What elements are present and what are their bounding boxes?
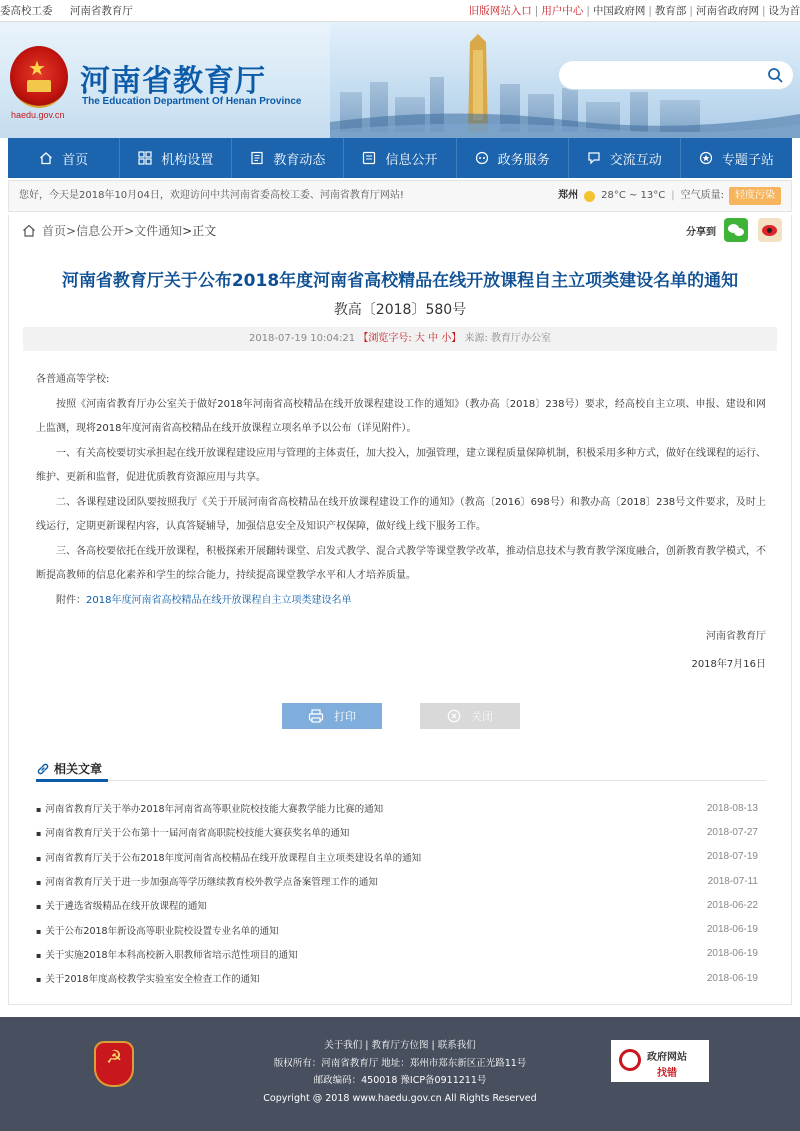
header-banner: [0, 22, 800, 138]
air-quality-badge: 轻度污染: [729, 187, 781, 205]
old-site-link[interactable]: 旧版网站入口: [468, 5, 532, 17]
font-size-end: 】: [451, 333, 462, 344]
set-homepage-link[interactable]: 设为首: [768, 5, 800, 17]
font-size-small[interactable]: 小: [441, 333, 452, 344]
site-domain: haedu.gov.cn: [11, 110, 65, 120]
breadcrumb: [22, 222, 216, 239]
footer-owner: 版权所有：河南省教育厅 地址：郑州市郑东新区正光路11号: [273, 1057, 527, 1069]
share-bar: [686, 218, 782, 242]
list-item[interactable]: [36, 820, 758, 844]
related-date: 2018-07-27: [706, 826, 758, 838]
nav-label: 信息公开: [385, 152, 438, 168]
topic-icon: [699, 151, 713, 165]
wechat-share-icon[interactable]: [724, 218, 748, 242]
footer-links[interactable]: 关于我们 | 教育厅方位图 | 联系我们: [324, 1040, 476, 1051]
top-bar-right: 旧版网站入口 | 用户中心 | 中国政府网 | 教育部 | 河南省政府网 | 设为首: [468, 5, 800, 17]
related-link[interactable]: ▪ 关于实施2018年本科高校新入职教师省培示范性项目的通知: [36, 947, 298, 961]
weather-city: 郑州: [558, 190, 579, 201]
nav-label: 首页: [62, 152, 89, 168]
article-doc-number: 教高〔2018〕580号: [333, 302, 467, 318]
nav-label: 交流互动: [609, 152, 662, 168]
search-icon[interactable]: [767, 67, 783, 83]
moe-link[interactable]: 教育部: [654, 5, 687, 17]
related-date: 2018-06-19: [706, 972, 758, 984]
list-item[interactable]: [36, 917, 758, 941]
magnifier-icon: [619, 1049, 641, 1071]
paragraph: 二、各课程建设团队要按照我厅《关于开展河南省高校精品在线开放课程建设工作的通知》（教高〔2016〕698号）和教办高〔2018〕238号文件要求，及时上线运行，定期更新课程内容，认真答疑辅导，加强信息安全及知识产权保障，做好线上线下服务工作。: [36, 496, 766, 532]
home-icon: [39, 151, 53, 165]
grid-icon: [138, 151, 152, 165]
weather-temp: 28°C ~ 13°C: [601, 190, 666, 201]
divider-accent: [36, 779, 108, 782]
list-item[interactable]: [36, 893, 758, 917]
paragraph: 按照《河南省教育厅办公室关于做好2018年河南省高校精品在线开放课程建设工作的通知》（教办高〔2018〕238号）要求，经高校自主立项、申报、建设和网上监测，现将2018年度河南省高校精品在线开放课程立项名单予以公布（详见附件）。: [36, 398, 766, 434]
divider: [36, 780, 766, 781]
main-nav: [8, 138, 792, 178]
breadcrumb-current: >正文: [182, 224, 217, 238]
top-bar-left: [0, 0, 147, 22]
font-size-medium[interactable]: 中: [428, 333, 439, 344]
top-bar: [0, 0, 800, 22]
related-link[interactable]: ▪ 河南省教育厅关于进一步加强高等学历继续教育校外教学点备案管理工作的通知: [36, 874, 378, 888]
greeting: 各普通高等学校:: [36, 374, 110, 385]
breadcrumb-file-notice[interactable]: >文件通知: [124, 224, 183, 238]
close-label: 关闭: [471, 710, 493, 723]
interaction-icon: [587, 151, 601, 165]
party-emblem-icon: ☭: [106, 1047, 123, 1068]
link-icon: [36, 762, 50, 776]
font-size-large[interactable]: 大: [414, 333, 425, 344]
nav-label: 专题子站: [721, 152, 774, 168]
related-link[interactable]: ▪ 河南省教育厅关于公布第十一届河南省高职院校技能大赛获奖名单的通知: [36, 825, 349, 839]
related-list: [36, 796, 758, 990]
nav-item-home[interactable]: [8, 138, 120, 178]
service-icon: [475, 151, 489, 165]
breadcrumb-info-public[interactable]: >信息公开: [66, 224, 125, 238]
related-header: [36, 760, 102, 777]
related-date: 2018-07-11: [707, 875, 758, 887]
related-link[interactable]: ▪ 河南省教育厅关于举办2018年河南省高等职业院校技能大赛教学能力比赛的通知: [36, 801, 383, 815]
search-input[interactable]: [559, 61, 793, 89]
document-icon: [362, 151, 376, 165]
national-emblem-logo: ★: [10, 46, 68, 108]
sun-icon: [584, 191, 595, 202]
related-title: 相关文章: [54, 762, 103, 776]
font-size-label: 【浏览字号:: [358, 333, 412, 344]
nav-label: 政务服务: [497, 152, 550, 168]
paragraph: 一、有关高校要切实承担起在线开放课程建设应用与管理的主体责任，加大投入，加强管理，建立课程质量保障机制，积极采用多种方式，做好在线课程的运行、维护、更新和监督，促进优质教育资源应用与共享。: [36, 447, 766, 483]
article-body: [36, 368, 766, 613]
article-meta: [23, 327, 777, 351]
henan-gov-link[interactable]: 河南省政府网: [695, 5, 759, 17]
nav-label: 机构设置: [161, 152, 214, 168]
gov-cn-link[interactable]: 中国政府网: [592, 5, 646, 17]
attachment-line: [36, 589, 766, 614]
attachment-label: 附件：: [56, 594, 86, 606]
site-title[interactable]: 河南省教育厅: [80, 64, 266, 99]
user-center-link[interactable]: 用户中心: [541, 5, 584, 17]
footer-postcode: 邮政编码：450018 豫ICP备0911211号: [313, 1075, 487, 1086]
nav-label: 教育动态: [273, 152, 326, 168]
related-link[interactable]: ▪ 河南省教育厅关于公布2018年度河南省高校精品在线开放课程自主立项类建设名单的通知: [36, 850, 421, 864]
top-link-department[interactable]: 河南省教育厅: [69, 5, 133, 17]
paragraph: 三、各高校要依托在线开放课程，积极探索开展翻转课堂、启发式教学、混合式教学等课堂教学改革，推动信息技术与教育教学深度融合，创新教育教学模式，不断提高教师的信息化素养和学生的综合能力，持续提高课堂教学水平和人才培养质量。: [36, 545, 766, 581]
footer: [0, 1017, 800, 1131]
list-item[interactable]: [36, 942, 758, 966]
related-date: 2018-06-19: [706, 924, 758, 936]
article-source: 来源: 教育厅办公室: [464, 333, 552, 344]
weather-widget: 郑州 28°C ~ 13°C | 空气质量: 轻度污染: [558, 181, 781, 211]
attachment-link[interactable]: 2018年度河南省高校精品在线开放课程自主立项类建设名单: [86, 594, 352, 606]
list-item[interactable]: [36, 966, 758, 990]
nav-item-gov-service[interactable]: [457, 138, 569, 178]
related-date: 2018-08-13: [706, 802, 758, 814]
gov-site-label: 政府网站: [647, 1052, 687, 1063]
related-link[interactable]: ▪ 关于公布2018年新设高等职业院校设置专业名单的通知: [36, 923, 279, 937]
related-link[interactable]: ▪ 关于遴选省级精品在线开放课程的通知: [36, 898, 207, 912]
breadcrumb-home[interactable]: 首页: [42, 224, 67, 238]
printer-icon: [308, 709, 324, 723]
nav-item-organization[interactable]: [120, 138, 232, 178]
print-label: 打印: [334, 710, 356, 723]
weibo-share-icon[interactable]: [758, 218, 782, 242]
home-icon: [22, 224, 36, 237]
welcome-bar: [8, 180, 792, 212]
nav-item-topics[interactable]: [681, 138, 792, 178]
related-link[interactable]: ▪ 关于2018年度高校教学实验室安全检查工作的通知: [36, 971, 260, 985]
close-button[interactable]: [420, 703, 520, 729]
close-icon: [447, 709, 461, 723]
publish-datetime: 2018-07-19 10:04:21: [248, 333, 356, 344]
print-button[interactable]: [282, 703, 382, 729]
report-error-label: 找错: [657, 1068, 677, 1079]
nav-item-info-public[interactable]: [344, 138, 456, 178]
related-date: 2018-06-22: [706, 899, 758, 911]
share-label: 分享到: [686, 226, 716, 238]
list-item[interactable]: [36, 796, 758, 820]
news-icon: [250, 151, 264, 165]
gov-site-error-report[interactable]: [611, 1040, 709, 1082]
welcome-message: 您好，今天是2018年10月04日，欢迎访问中共河南省委高校工委、河南省教育厅网站!: [19, 190, 404, 201]
nav-item-interaction[interactable]: [569, 138, 681, 178]
signer: 河南省教育厅: [706, 631, 766, 642]
air-quality-label: 空气质量:: [680, 190, 724, 201]
top-link-committee[interactable]: 委高校工委: [0, 5, 53, 17]
list-item[interactable]: [36, 869, 758, 893]
footer-copyright: Copyright @ 2018 www.haedu.gov.cn All Rights Reserved: [263, 1092, 537, 1104]
nav-item-news[interactable]: [232, 138, 344, 178]
list-item[interactable]: [36, 845, 758, 869]
related-date: 2018-07-19: [706, 851, 758, 863]
related-date: 2018-06-19: [706, 948, 758, 960]
site-subtitle: The Education Department Of Henan Province: [82, 96, 302, 107]
sign-date: 2018年7月16日: [691, 659, 766, 670]
article-title: 河南省教育厅关于公布2018年度河南省高校精品在线开放课程自主立项类建设名单的通知: [61, 271, 739, 291]
